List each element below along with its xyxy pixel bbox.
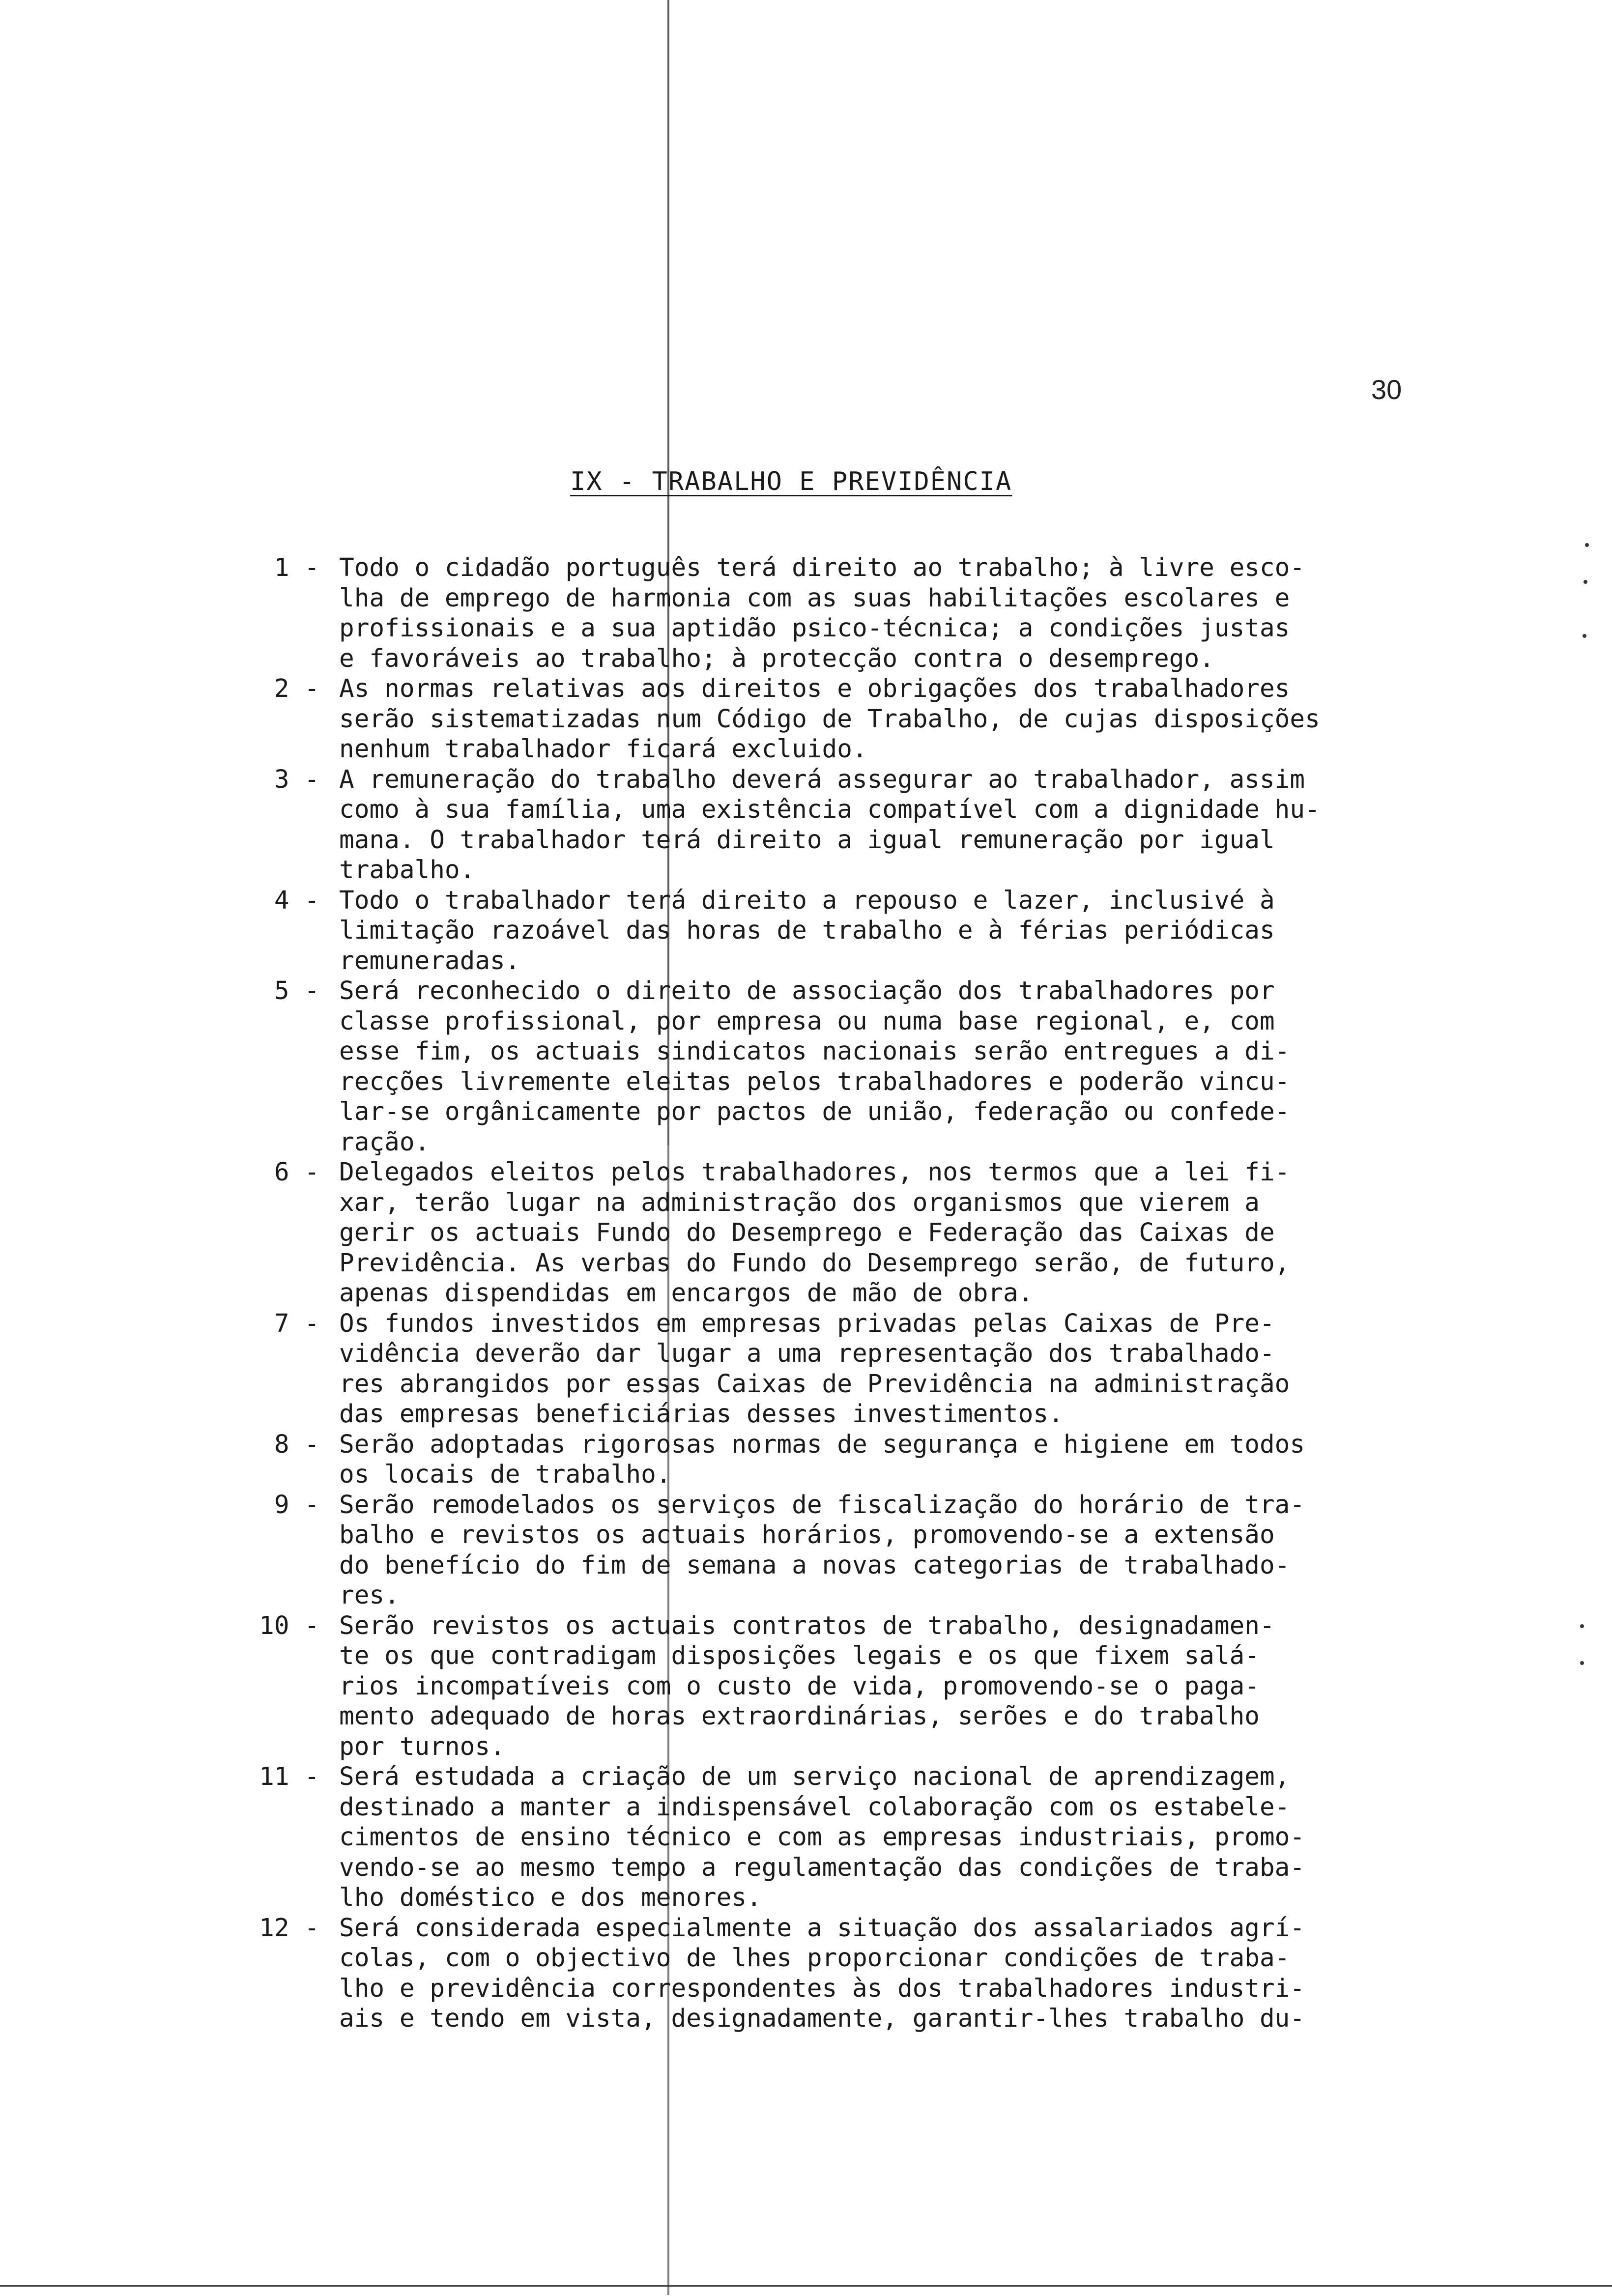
text-line: Será considerada especialmente a situação dos assalariados agrí-	[339, 1913, 1305, 1943]
text-line: gerir os actuais Fundo do Desemprego e Federação das Caixas de	[339, 1218, 1275, 1247]
item-number: 4 -	[274, 886, 319, 915]
item-number: 11 -	[259, 1762, 319, 1791]
text-line: colas, com o objectivo de lhes proporcionar condições de traba-	[339, 1944, 1290, 1973]
text-line: mento adequado de horas extraordinárias, serões e do trabalho	[339, 1702, 1260, 1731]
item-text	[339, 886, 1484, 976]
list-item	[226, 1157, 1484, 1309]
text-line: Serão revistos os actuais contratos de trabalho, designadamen-	[339, 1611, 1275, 1640]
text-line: vidência deverão dar lugar a uma representação dos trabalhado-	[339, 1339, 1275, 1368]
text-line: lha de emprego de harmonia com as suas habilitações escolares e	[339, 583, 1290, 613]
text-line: Delegados eleitos pelos trabalhadores, nos termos que a lei fi-	[339, 1158, 1290, 1187]
item-number: 6 -	[274, 1158, 319, 1187]
text-line: por turnos.	[339, 1732, 505, 1761]
list-item	[226, 765, 1484, 886]
item-text	[339, 1611, 1484, 1762]
text-line: xar, terão lugar na administração dos organismos que vierem a	[339, 1188, 1260, 1217]
item-text	[339, 674, 1484, 765]
text-line: e favoráveis ao trabalho; à protecção contra o desemprego.	[339, 644, 1214, 673]
margin-speck	[1580, 1661, 1584, 1665]
text-line: res.	[339, 1581, 400, 1610]
text-line: trabalho.	[339, 856, 475, 885]
text-line: remuneradas.	[339, 946, 520, 976]
text-line: lho e previdência correspondentes às dos trabalhadores industri-	[339, 1974, 1305, 2003]
item-number: 5 -	[274, 976, 319, 1005]
text-line: ração.	[339, 1127, 430, 1157]
list-item	[226, 674, 1484, 765]
margin-speck	[1580, 1624, 1584, 1628]
text-line: limitação razoável das horas de trabalho e à férias periódicas	[339, 916, 1275, 945]
item-number: 8 -	[274, 1430, 319, 1459]
item-text	[339, 1762, 1484, 1913]
margin-speck	[1585, 543, 1589, 547]
text-line: das empresas beneficiárias desses investimentos.	[339, 1400, 1064, 1429]
text-line: Serão adoptadas rigorosas normas de segurança e higiene em todos	[339, 1430, 1305, 1459]
text-line: recções livremente eleitas pelos trabalhadores e poderão vincu-	[339, 1067, 1290, 1096]
text-line: Previdência. As verbas do Fundo do Desemprego serão, de futuro,	[339, 1248, 1290, 1278]
text-line: te os que contradigam disposições legais e os que fixem salá-	[339, 1641, 1260, 1670]
numbered-list	[226, 553, 1484, 2034]
text-line: cimentos de ensino técnico e com as empresas industriais, promo-	[339, 1823, 1305, 1852]
text-line: esse fim, os actuais sindicatos nacionais serão entregues a di-	[339, 1037, 1290, 1066]
item-number: 3 -	[274, 765, 319, 794]
list-item	[226, 553, 1484, 674]
list-item	[226, 886, 1484, 976]
item-text	[339, 1913, 1484, 2034]
text-line: As normas relativas aos direitos e obrigações dos trabalhadores	[339, 674, 1290, 703]
text-line: vendo-se ao mesmo tempo a regulamentação das condições de traba-	[339, 1853, 1305, 1882]
text-line: Será estudada a criação de um serviço nacional de aprendizagem,	[339, 1762, 1290, 1791]
item-text	[339, 765, 1484, 886]
text-line: A remuneração do trabalho deverá assegurar ao trabalhador, assim	[339, 765, 1305, 794]
item-text	[339, 1430, 1484, 1490]
list-item	[226, 1309, 1484, 1430]
item-number: 9 -	[274, 1490, 319, 1520]
text-line: classe profissional, por empresa ou numa base regional, e, com	[339, 1006, 1275, 1036]
page-number: 30	[1371, 374, 1402, 405]
list-item	[226, 1762, 1484, 1913]
text-line: balho e revistos os actuais horários, promovendo-se a extensão	[339, 1521, 1275, 1550]
text-line: profissionais e a sua aptidão psico-técnica; a condições justas	[339, 614, 1290, 643]
text-line: Os fundos investidos em empresas privadas pelas Caixas de Pre-	[339, 1309, 1275, 1338]
bottom-rule	[0, 2285, 1612, 2287]
margin-speck	[1583, 634, 1586, 638]
text-line: Todo o trabalhador terá direito a repouso e lazer, inclusivé à	[339, 886, 1275, 915]
text-line: lar-se orgânicamente por pactos de união, federação ou confede-	[339, 1097, 1290, 1126]
item-text	[339, 1157, 1484, 1309]
list-item	[226, 1611, 1484, 1762]
text-line: destinado a manter a indispensável colaboração com os estabele-	[339, 1792, 1290, 1822]
list-item	[226, 1490, 1484, 1611]
item-number: 12 -	[259, 1913, 319, 1943]
text-line: res abrangidos por essas Caixas de Previdência na administração	[339, 1369, 1290, 1399]
text-line: os locais de trabalho.	[339, 1460, 671, 1489]
item-text	[339, 1309, 1484, 1430]
list-item	[226, 1430, 1484, 1490]
list-item	[226, 1913, 1484, 2034]
item-text	[339, 1490, 1484, 1611]
item-text	[339, 553, 1484, 674]
text-line: lho doméstico e dos menores.	[339, 1883, 762, 1912]
item-number: 1 -	[274, 553, 319, 582]
text-line: do benefício do fim de semana a novas categorias de trabalhado-	[339, 1550, 1290, 1580]
item-number: 2 -	[274, 674, 319, 703]
list-item	[226, 976, 1484, 1157]
text-line: nenhum trabalhador ficará excluido.	[339, 735, 867, 764]
text-line: Serão remodelados os serviços de fiscalização do horário de tra-	[339, 1490, 1305, 1520]
text-line: serão sistematizadas num Código de Trabalho, de cujas disposições	[339, 704, 1320, 734]
item-number: 7 -	[274, 1309, 319, 1338]
text-line: Todo o cidadão português terá direito ao trabalho; à livre esco-	[339, 553, 1305, 582]
text-line: mana. O trabalhador terá direito a igual remuneração por igual	[339, 825, 1275, 855]
text-line: ais e tendo em vista, designadamente, garantir-lhes trabalho du-	[339, 2004, 1305, 2033]
item-number: 10 -	[259, 1611, 319, 1640]
text-line: apenas dispendidas em encargos de mão de obra.	[339, 1279, 1034, 1308]
text-line: Será reconhecido o direito de associação dos trabalhadores por	[339, 976, 1275, 1005]
section-heading: IX - TRABALHO E PREVIDÊNCIA	[570, 467, 1012, 496]
text-line: como à sua família, uma existência compatível com a dignidade hu-	[339, 795, 1320, 824]
margin-speck	[1583, 580, 1587, 584]
text-line: rios incompatíveis com o custo de vida, promovendo-se o paga-	[339, 1671, 1260, 1701]
item-text	[339, 976, 1484, 1157]
